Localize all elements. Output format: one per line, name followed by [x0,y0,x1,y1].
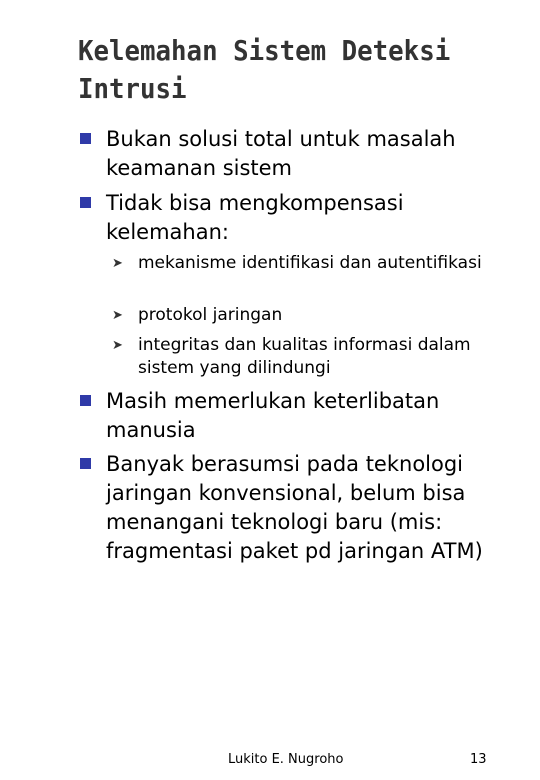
square-bullet-icon [80,395,91,406]
bullet-item [106,450,486,566]
sub-bullet-text: protokol jaringan [138,305,283,325]
bullet-text: Banyak berasumsi pada teknologi jaringan konvensional, belum bisa menangani teknologi baru (mis: fragmentasi paket pd jaringan ATM) [106,452,483,563]
sub-bullet-text: mekanisme identifikasi dan autentifikasi [138,253,482,273]
arrowhead-bullet-icon: ➤ [112,308,123,323]
square-bullet-icon [80,458,91,469]
footer-author: Lukito E. Nugroho [228,752,344,767]
bullet-item [106,125,486,183]
bullet-text: Masih memerlukan keterlibatan manusia [106,389,440,442]
square-bullet-icon [80,133,91,144]
bullet-text: Tidak bisa mengkompensasi kelemahan: [106,191,404,244]
bullet-text: Bukan solusi total untuk masalah keamanan sistem [106,127,456,180]
page-number: 13 [470,752,487,767]
sub-bullet-item [112,334,498,380]
bullet-item [106,189,486,247]
sub-bullet-item [112,252,498,275]
arrowhead-bullet-icon: ➤ [112,338,123,353]
square-bullet-icon [80,197,91,208]
slide-title: Kelemahan Sistem Deteksi Intrusi [78,34,451,105]
bullet-item [106,387,486,445]
sub-bullet-item [112,304,498,327]
arrowhead-bullet-icon: ➤ [112,256,123,271]
sub-bullet-text: integritas dan kualitas informasi dalam sistem yang dilindungi [138,335,471,378]
